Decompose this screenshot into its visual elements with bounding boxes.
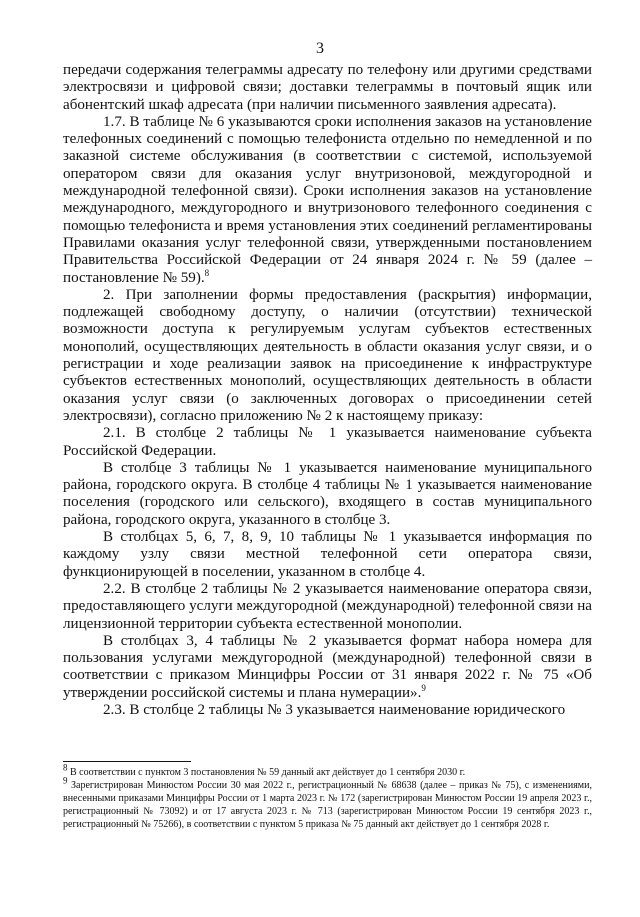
- paragraph: В столбцах 5, 6, 7, 8, 9, 10 таблицы № 1 указывается информация по каждому узлу связи местной телефонной сети оператора связи, функционирующей в поселении, указанном в столбце 4.: [63, 529, 592, 580]
- footnote-ref: 8: [204, 267, 210, 278]
- document-body: [63, 62, 592, 719]
- footnote: $^8$ В соответствии с пунктом 3 постановления № 59 данный акт действует до 1 сентября 2030 г.: [63, 762, 466, 778]
- paragraph: В столбцах 3, 4 таблицы № 2 указывается формат набора номера для пользования услугами междугородной (международной) телефонной связи в соответствии с приказом Минцифры России от 31 января 2022 г. № 75 «Об утверждении российской системы и плана нумерации».$^9$: [63, 632, 592, 701]
- paragraph: В столбце 3 таблицы № 1 указывается наименование муниципального района, городского округа. В столбце 4 таблицы № 1 указывается наименование поселения (городского или сельского), входящего в состав муниципального района, городского округа, указанного в столбце 3.: [63, 459, 592, 528]
- page-number: 3: [316, 40, 324, 57]
- footnote-mark: 9: [63, 775, 68, 786]
- paragraph: 2. При заполнении формы предоставления (раскрытия) информации, подлежащей свободному доступу, о наличии (отсутствии) технической возможности доступа к регулируемым услугам субъектов естественных монополий, осуществляющих деятельность в области оказания услуг связи, и о регистрации и ходе реализации заявок на присоединение к инфраструктуре субъектов естественных монополий, осуществляющих деятельность в области оказания услуг связи (о заключенных договорах о присоединении сетей электросвязи), согласно приложению № 2 к настоящему приказу:: [63, 286, 592, 424]
- paragraph: передачи содержания телеграммы адресату по телефону или другими средствами электросвязи и цифровой связи; доставки телеграммы в почтовый ящик или абонентский шкаф адресата (при наличии письменного заявления адресата).: [63, 62, 592, 113]
- paragraph: 1.7. В таблице № 6 указываются сроки исполнения заказов на установление телефонных соединений с помощью телефониста отдельно по немедленной и по заказной системе обслуживания (в соответствии с системой, используемой оператором связи для оказания услуг внутризоновой, междугородной и международной телефонной связи). Сроки исполнения заказов на установление международного, междугородного и внутризонового телефонного соединения с помощью телефониста и время установления этих соединений регламентированы Правилами оказания услуг телефонной связи, утвержденными постановлением Правительства Российской Федерации от 24 января 2024 г. № 59 (далее – постановление № 59).$^8$: [63, 113, 592, 286]
- footnote-ref: 9: [421, 682, 426, 693]
- footnotes: [63, 762, 592, 831]
- footnote-mark: 8: [63, 762, 68, 773]
- paragraph: 2.1. В столбце 2 таблицы № 1 указывается наименование субъекта Российской Федерации.: [63, 425, 592, 459]
- footnote-separator: [63, 761, 191, 762]
- paragraph: 2.2. В столбце 2 таблицы № 2 указывается наименование оператора связи, предоставляющего услуги междугородной (международной) телефонной связи на лицензионной территории субъекта естественной монополии.: [63, 580, 592, 632]
- paragraph: 2.3. В столбце 2 таблицы № 3 указывается наименование юридического: [103, 701, 566, 718]
- footnote: $^9$ Зарегистрирован Минюстом России 30 мая 2022 г., регистрационный № 68638 (далее – приказ № 75), с изменениями, внесенными приказами Минцифры России от 1 марта 2023 г. № 172 (зарегистрирован Минюстом России 19 апреля 2023 г., регистрационный № 73092) и от 17 августа 2023 г. № 713 (зарегистрирован Минюстом России 19 сентября 2023 г., регистрационный № 75266), в соответствии с пунктом 5 приказа № 75 данный акт действует до 1 сентября 2028 г.: [63, 775, 592, 830]
